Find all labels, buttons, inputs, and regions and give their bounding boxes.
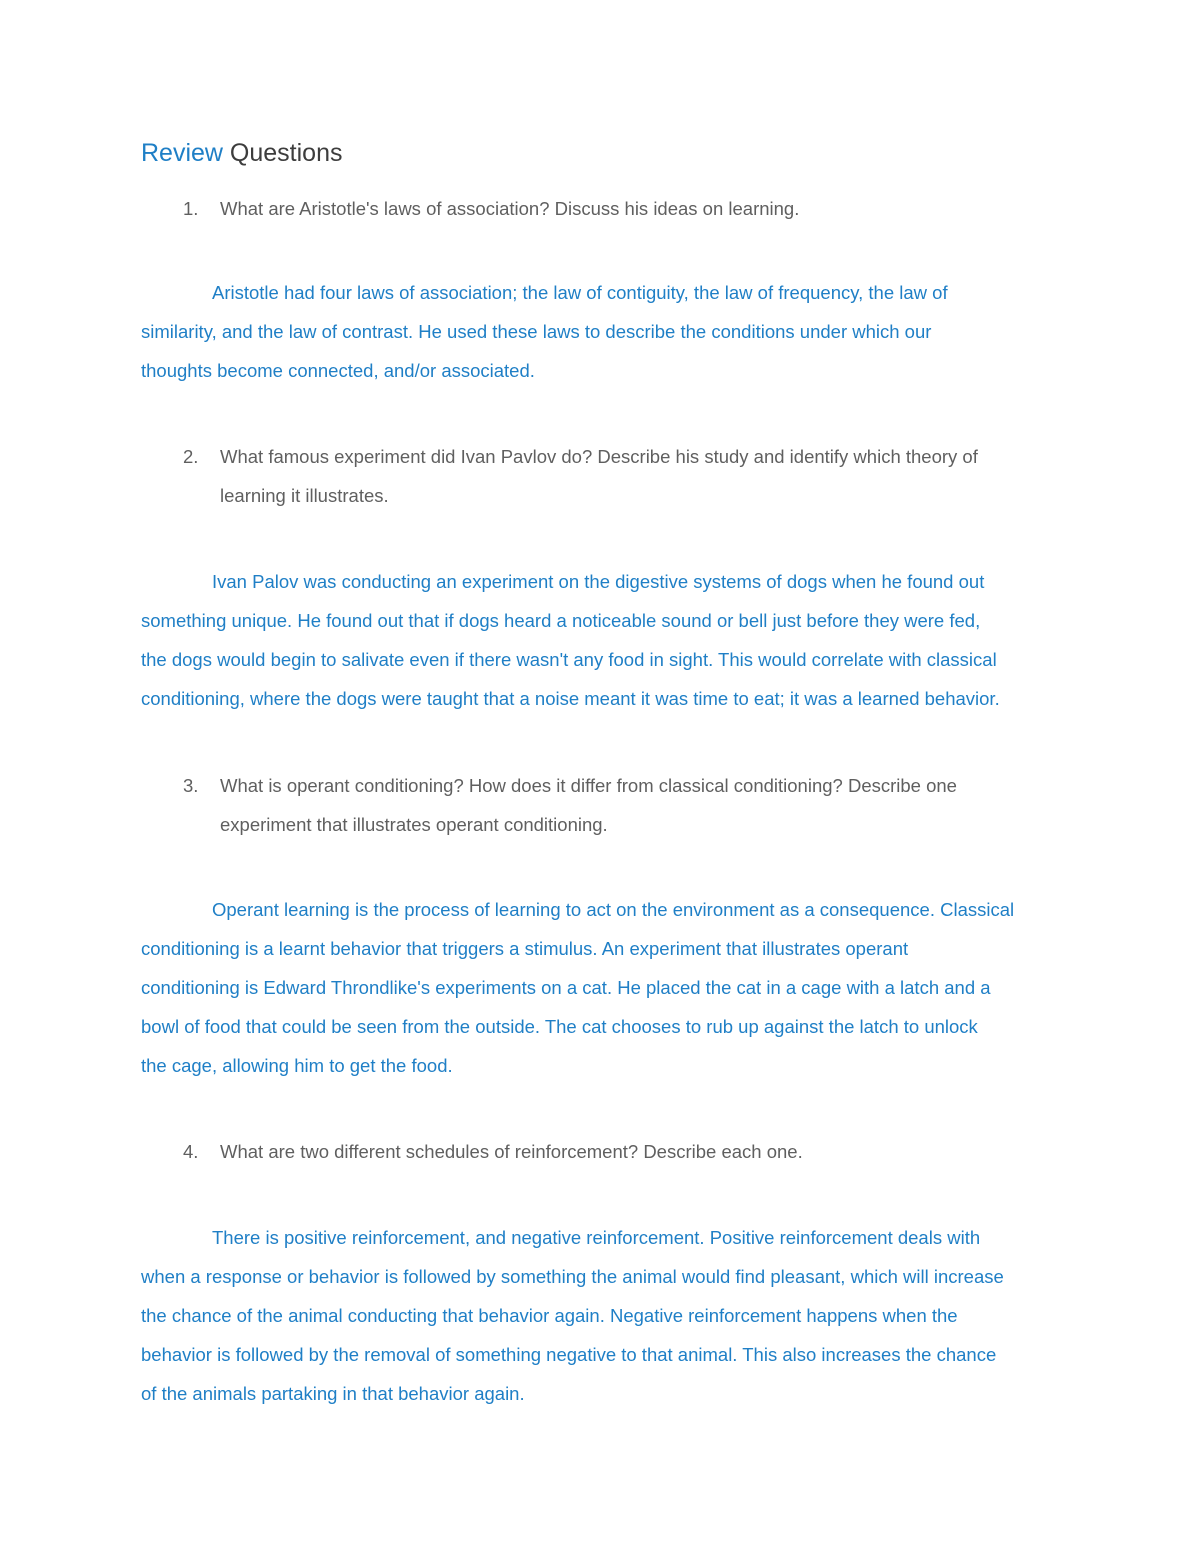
question-line: What famous experiment did Ivan Pavlov do? Describe his study and identify which theory of <box>220 446 978 467</box>
title-accent-word: Review <box>141 139 223 167</box>
answer-line: bowl of food that could be seen from the outside. The cat chooses to rub up against the latch to unlock <box>141 1016 978 1037</box>
answer-line: Ivan Palov was conducting an experiment on the digestive systems of dogs when he found out <box>212 571 985 592</box>
answer-line: Aristotle had four laws of association; the law of contiguity, the law of frequency, the law of <box>212 282 948 303</box>
answer-line: the cage, allowing him to get the food. <box>141 1055 453 1076</box>
answer-2 <box>141 562 1066 718</box>
question-number: 3. <box>183 775 199 796</box>
answer-line: behavior is followed by the removal of something negative to that animal. This also increases the chance <box>141 1344 997 1365</box>
answer-line: Operant learning is the process of learning to act on the environment as a consequence. Classical <box>212 899 1015 920</box>
question-number: 4. <box>183 1141 199 1162</box>
answer-line: the chance of the animal conducting that behavior again. Negative reinforcement happens when the <box>141 1305 958 1326</box>
answer-line: conditioning is Edward Throndlike's experiments on a cat. He placed the cat in a cage with a latch and a <box>141 977 991 998</box>
question-line: What is operant conditioning? How does it differ from classical conditioning? Describe one <box>220 775 957 796</box>
title-rest: Questions <box>222 139 343 167</box>
answer-line: of the animals partaking in that behavior again. <box>141 1383 525 1404</box>
answer-3 <box>141 890 1066 1085</box>
answer-line: something unique. He found out that if dogs heard a noticeable sound or bell just before they were fed, <box>141 610 981 631</box>
question-line: What are Aristotle's laws of association? Discuss his ideas on learning. <box>220 198 800 219</box>
answer-1 <box>141 273 1066 390</box>
question-number: 1. <box>183 198 199 219</box>
answer-4 <box>141 1218 1066 1413</box>
answer-line: similarity, and the law of contrast. He used these laws to describe the conditions under which our <box>141 321 932 342</box>
question-text <box>220 437 1040 515</box>
answer-line: conditioning is a learnt behavior that triggers a stimulus. An experiment that illustrates operant <box>141 938 909 959</box>
answer-line: when a response or behavior is followed by something the animal would find pleasant, which will increase <box>141 1266 1004 1287</box>
question-line: experiment that illustrates operant conditioning. <box>220 814 608 835</box>
question-text <box>220 1132 1040 1171</box>
question-line: What are two different schedules of reinforcement? Describe each one. <box>220 1141 803 1162</box>
question-text <box>220 766 1040 844</box>
page-title <box>141 139 343 168</box>
answer-line: conditioning, where the dogs were taught that a noise meant it was time to eat; it was a learned behavior. <box>141 688 1000 709</box>
question-text <box>220 189 1040 228</box>
answer-line: the dogs would begin to salivate even if there wasn't any food in sight. This would correlate with classical <box>141 649 997 670</box>
answer-line: There is positive reinforcement, and negative reinforcement. Positive reinforcement deals with <box>212 1227 981 1248</box>
question-line: learning it illustrates. <box>220 485 389 506</box>
answer-line: thoughts become connected, and/or associated. <box>141 360 535 381</box>
question-number: 2. <box>183 446 199 467</box>
